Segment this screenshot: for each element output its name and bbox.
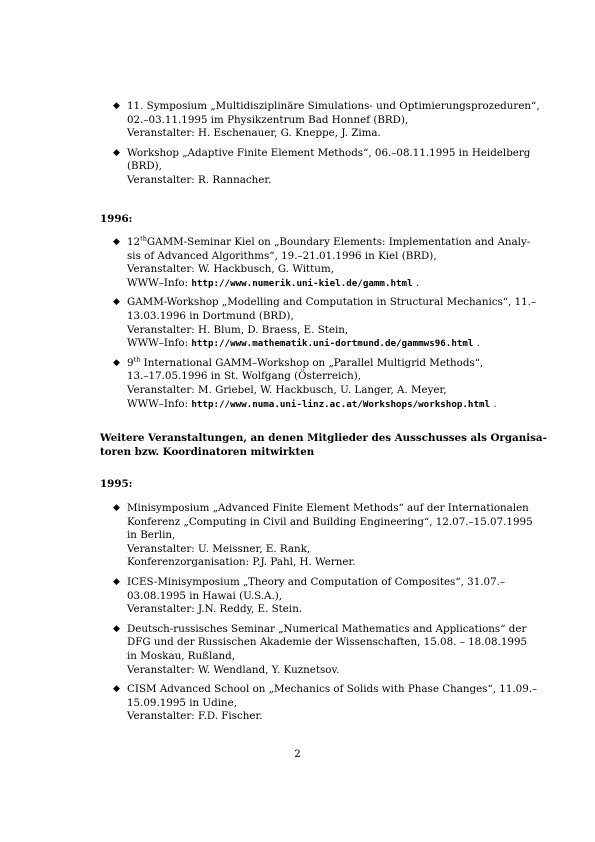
item-line: WWW–Info: http://www.numa.uni-linz.ac.at/Workshops/workshop.html . [127, 397, 497, 410]
list-item [113, 575, 506, 617]
list-item [113, 296, 537, 350]
list-item [113, 357, 503, 411]
item-line: Veranstalter: W. Wendland, Y. Kuznetsov. [127, 663, 340, 676]
item-line: 11. Symposium „Multidisziplinäre Simulations- und Optimierungsprozeduren“, [127, 100, 540, 112]
year-heading-1996: 1996: [100, 213, 133, 225]
item-line: Veranstalter: U. Meissner, E. Rank, [127, 542, 311, 555]
item-line: WWW–Info: http://www.numerik.uni-kiel.de/gamm.html . [127, 276, 420, 289]
list-item [113, 622, 528, 677]
events-list-1995-cont [113, 100, 540, 194]
item-line: in Moskau, Rußland, [127, 649, 235, 662]
item-line: GAMM-Workshop „Modelling and Computation in Structural Mechanics“, 11.– [127, 296, 537, 309]
bullet-icon: ◆ [113, 297, 120, 308]
item-line: 03.08.1995 in Hawai (U.S.A.), [127, 589, 283, 602]
item-line: Minisymposium „Advanced Finite Element Methods“ auf der Internationalen [127, 502, 529, 514]
item-line: Veranstalter: W. Hackbusch, G. Wittum, [127, 263, 334, 276]
item-line: ICES-Minisymposium „Theory and Computation of Composites“, 31.07.– [127, 575, 506, 588]
item-line: Veranstalter: H. Eschenauer, G. Kneppe, J. Zima. [127, 127, 381, 140]
events-list-1996 [113, 234, 537, 417]
item-line: Veranstalter: M. Griebel, W. Hackbusch, U. Langer, A. Meyer, [127, 383, 447, 396]
url-link[interactable]: http://www.numerik.uni-kiel.de/gamm.html [191, 277, 413, 289]
bullet-icon: ◆ [113, 101, 120, 111]
item-line: Veranstalter: F.D. Fischer. [127, 710, 263, 723]
heading-line: Weitere Veranstaltungen, an denen Mitglieder des Ausschusses als Organisa- [100, 432, 547, 444]
item-line: 15.09.1995 in Udine, [127, 696, 237, 709]
list-item [113, 502, 533, 570]
bullet-icon: ◆ [113, 576, 120, 587]
heading-line: toren bzw. Koordinatoren mitwirkten [100, 445, 315, 458]
item-line: (BRD), [127, 160, 162, 173]
item-line: in Berlin, [127, 529, 176, 542]
item-line: 13.–17.05.1996 in St. Wolfgang (Österreich), [127, 370, 361, 383]
item-line: 13.03.1996 in Dortmund (BRD), [127, 309, 294, 322]
item-line: Veranstalter: H. Blum, D. Braess, E. Stein, [127, 323, 349, 336]
section-heading [100, 432, 547, 459]
item-line: Veranstalter: J.N. Reddy, E. Stein. [127, 603, 303, 616]
bullet-icon: ◆ [113, 684, 120, 695]
year-heading-1995: 1995: [100, 478, 133, 490]
bullet-icon: ◆ [113, 237, 120, 247]
url-link[interactable]: http://www.numa.uni-linz.ac.at/Workshops/workshop.html [191, 398, 491, 410]
item-line: Konferenz „Computing in Civil and Building Engineering“, 12.07.–15.07.1995 [127, 515, 533, 528]
bullet-icon: ◆ [113, 623, 120, 634]
events-list-1995 [113, 502, 538, 730]
item-line: sis of Advanced Algorithms“, 19.–21.01.1996 in Kiel (BRD), [127, 249, 437, 262]
bullet-icon: ◆ [113, 147, 120, 158]
item-line: 02.–03.11.1995 im Physikzentrum Bad Honnef (BRD), [127, 113, 409, 126]
bullet-icon: ◆ [113, 357, 120, 368]
item-line: Veranstalter: R. Rannacher. [127, 173, 272, 186]
item-line: 12thGAMM-Seminar Kiel on „Boundary Elements: Implementation and Analy- [127, 234, 531, 248]
item-line: Deutsch-russisches Seminar „Numerical Mathematics and Applications“ der [127, 622, 527, 635]
item-line: CISM Advanced School on „Mechanics of Solids with Phase Changes“, 11.09.– [127, 683, 538, 696]
list-item [113, 234, 531, 290]
page-number: 2 [294, 748, 301, 760]
list-item [113, 146, 531, 188]
item-line: Konferenzorganisation: P.J. Pahl, H. Werner. [127, 556, 356, 569]
list-item [113, 100, 540, 141]
item-line: Workshop „Adaptive Finite Element Methods“, 06.–08.11.1995 in Heidelberg [127, 146, 531, 159]
item-line: DFG und der Russischen Akademie der Wissenschaften, 15.08. – 18.08.1995 [127, 636, 528, 649]
list-item [113, 683, 538, 724]
item-line: WWW–Info: http://www.mathematik.uni-dortmund.de/gammws96.html . [127, 337, 481, 350]
bullet-icon: ◆ [113, 503, 120, 513]
item-line: 9th International GAMM–Workshop on „Parallel Multigrid Methods“, [127, 355, 484, 369]
url-link[interactable]: http://www.mathematik.uni-dortmund.de/gammws96.html [191, 338, 474, 350]
